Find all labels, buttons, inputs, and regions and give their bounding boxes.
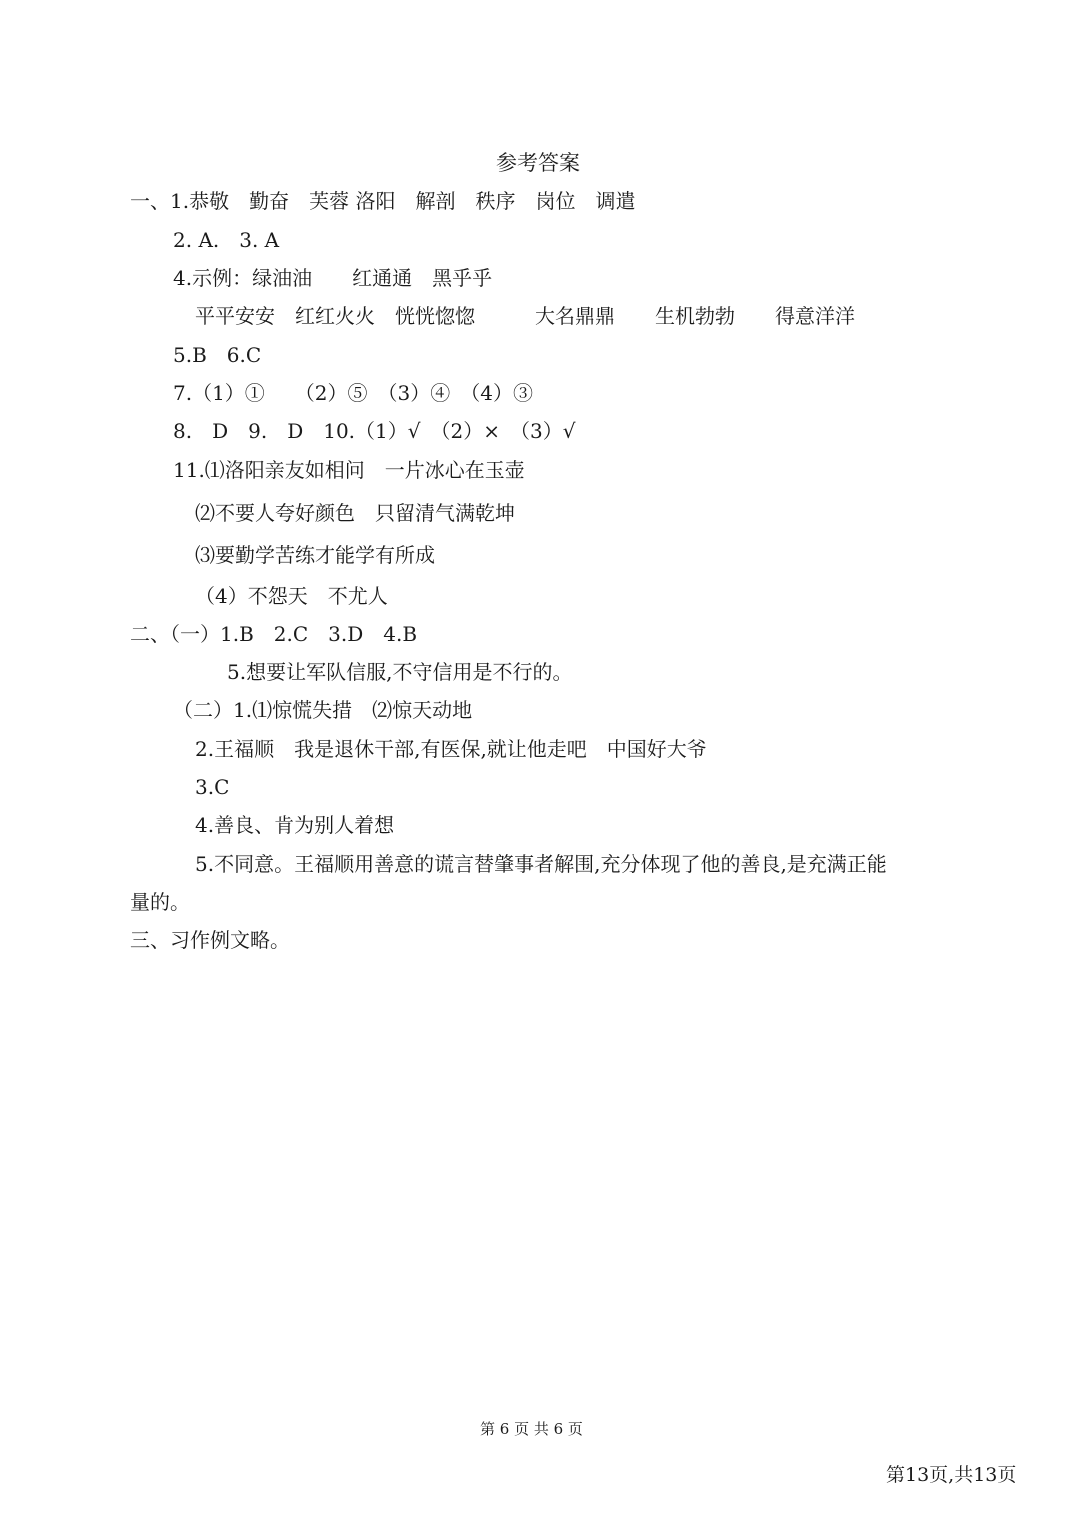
answer-line: ⑵不要人夸好颜色 只留清气满乾坤 [195, 501, 515, 525]
answer-line: 2.王福顺 我是退休干部,有医保,就让他走吧 中国好大爷 [195, 737, 707, 761]
answer-line: 5.不同意。王福顺用善意的谎言替肇事者解围,充分体现了他的善良,是充满正能 [195, 852, 887, 876]
page-title: 参考答案 [496, 151, 580, 175]
answer-line: （4）不怨天 不尤人 [195, 584, 388, 608]
answer-line: 三、习作例文略。 [130, 928, 290, 952]
page-footer: 第 6 页 共 6 页 [480, 1420, 583, 1438]
answer-line: （二）1.⑴惊慌失措 ⑵惊天动地 [173, 698, 473, 722]
answer-line: 4.示例：绿油油 红通通 黑乎乎 [173, 266, 493, 290]
answer-line: 平平安安 红红火火 恍恍惚惚 大名鼎鼎 生机勃勃 得意洋洋 [195, 304, 855, 328]
answer-line: 4.善良、肯为别人着想 [195, 813, 395, 837]
answer-line: 5.想要让军队信服,不守信用是不行的。 [227, 660, 573, 684]
answer-line: 一、1.恭敬 勤奋 芙蓉 洛阳 解剖 秩序 岗位 调遣 [130, 189, 636, 213]
answer-line: 二、（一）1.B 2.C 3.D 4.B [130, 622, 418, 646]
answer-line: ⑶要勤学苦练才能学有所成 [195, 543, 435, 567]
answer-line: 量的。 [130, 890, 190, 914]
answer-line: 7.（1）① （2）⑤ （3）④ （4）③ [173, 381, 533, 405]
answer-line: 11.⑴洛阳亲友如相问 一片冰心在玉壶 [173, 458, 525, 482]
answer-line: 3.C [195, 775, 230, 799]
answer-line: 2. A. 3. A [173, 228, 280, 252]
answer-line: 5.B 6.C [173, 343, 262, 367]
page-counter: 第13页,共13页 [886, 1464, 1017, 1486]
answer-line: 8. D 9. D 10.（1）√ （2）× （3）√ [173, 419, 576, 443]
